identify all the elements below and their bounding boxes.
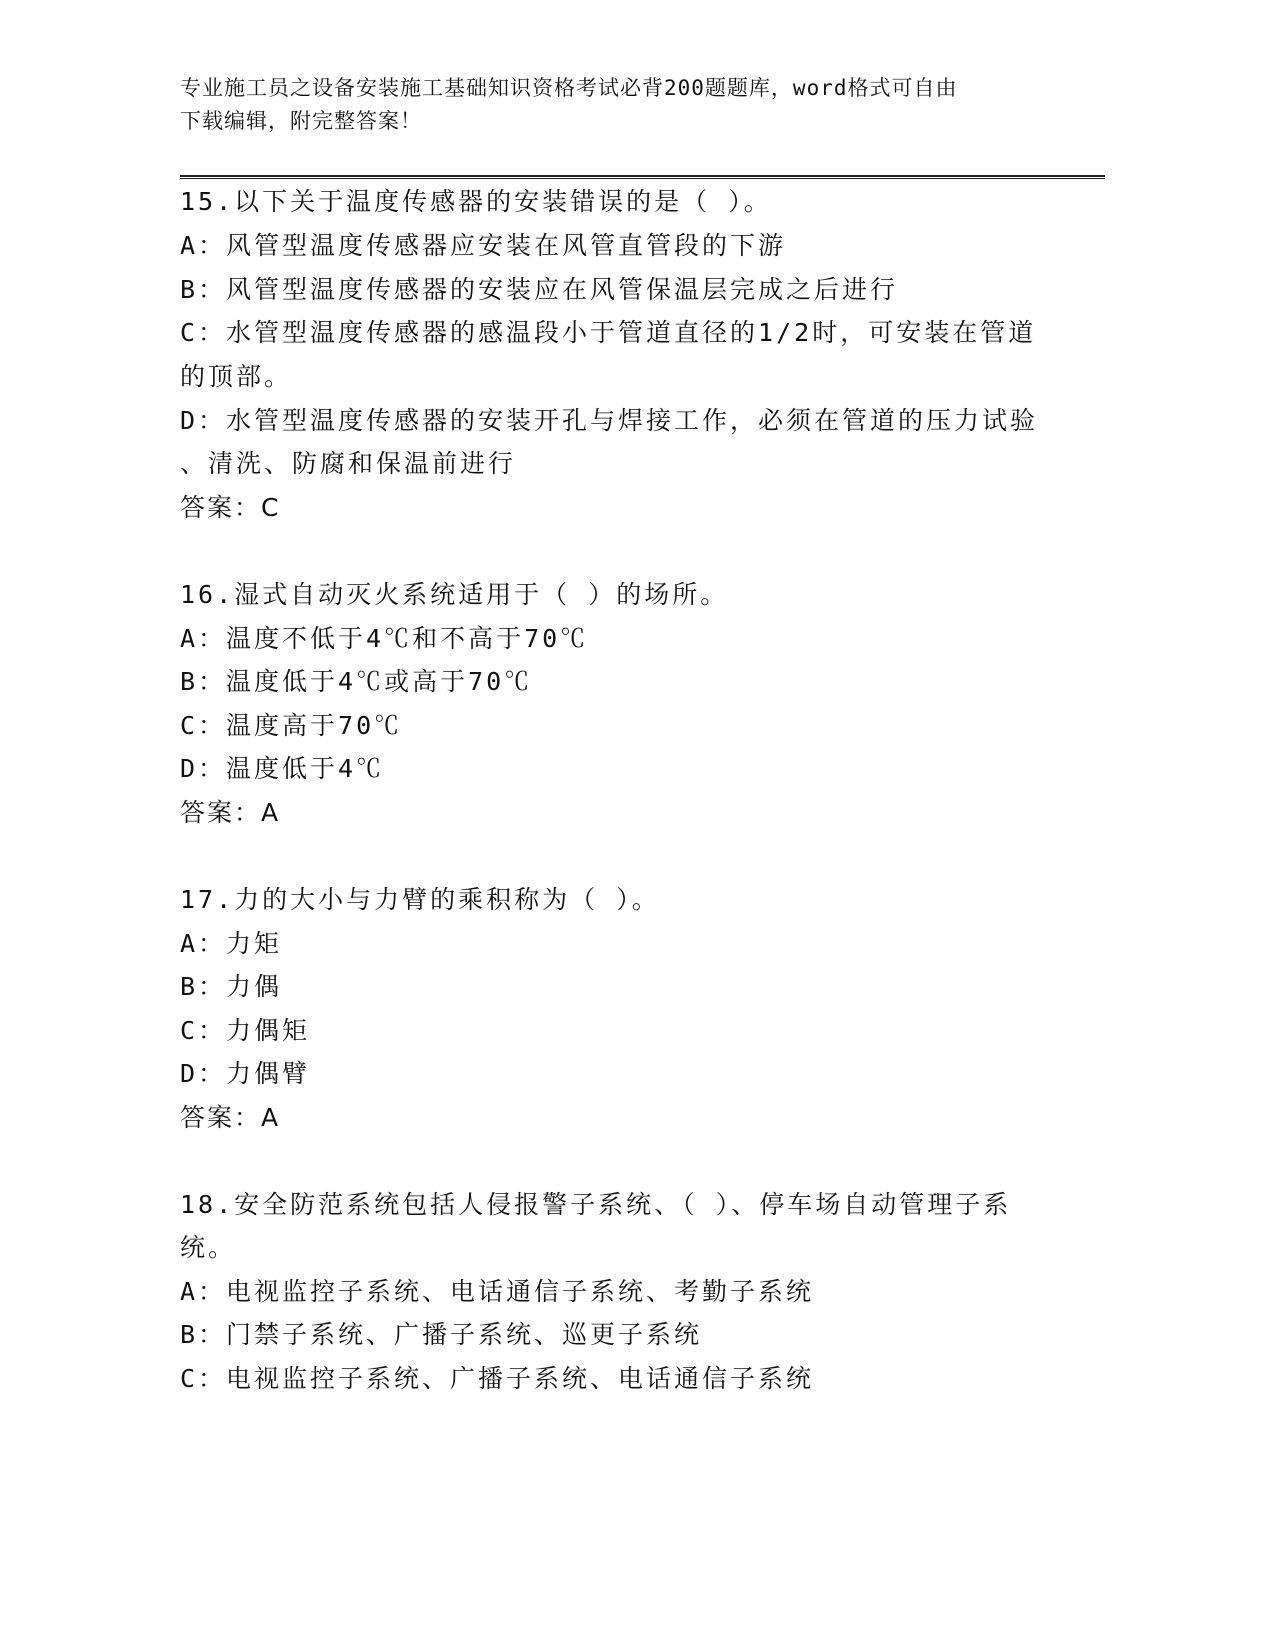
question-17-stem: 17.力的大小与力臂的乘积称为（ ）。: [180, 885, 660, 914]
question-17-option-a: A：力矩: [180, 929, 283, 958]
question-15-stem: 15.以下关于温度传感器的安装错误的是（ ）。: [180, 187, 772, 216]
question-17-option-c: C：力偶矩: [180, 1016, 311, 1045]
question-15-option-a: A：风管型温度传感器应安装在风管直管段的下游: [180, 231, 787, 260]
question-16-option-a: A：温度不低于4℃和不高于70℃: [180, 624, 589, 653]
question-18-option-a: A：电视监控子系统、电话通信子系统、考勤子系统: [180, 1277, 815, 1306]
question-15-option-c-cont: 的顶部。: [180, 362, 293, 391]
question-17-answer: 答案：A: [180, 1103, 281, 1132]
header-title-line-1: 专业施工员之设备安装施工基础知识资格考试必背200题题库，word格式可自由: [180, 76, 958, 100]
header-title-line-2: 下载编辑，附完整答案！: [180, 109, 422, 133]
question-17-option-d: D：力偶臂: [180, 1059, 311, 1088]
question-16-answer: 答案：A: [180, 798, 281, 827]
question-16-stem: 16.湿式自动灭火系统适用于（ ）的场所。: [180, 580, 729, 609]
question-18-stem: 18.安全防范系统包括人侵报警子系统、（ ）、停车场自动管理子系: [180, 1190, 1012, 1219]
question-15-answer: 答案：C: [180, 493, 281, 522]
question-15-option-d-cont: 、清洗、防腐和保温前进行: [180, 449, 517, 478]
question-16-option-d: D：温度低于4℃: [180, 754, 385, 783]
question-18-option-c: C：电视监控子系统、广播子系统、电话通信子系统: [180, 1364, 815, 1393]
question-18-option-b: B：门禁子系统、广播子系统、巡更子系统: [180, 1320, 703, 1349]
question-16-option-c: C：温度高于70℃: [180, 711, 403, 740]
question-16-option-b: B：温度低于4℃或高于70℃: [180, 667, 533, 696]
question-18-stem-cont: 统。: [180, 1233, 237, 1262]
question-15-option-c: C：水管型温度传感器的感温段小于管道直径的1/2时，可安装在管道: [180, 318, 1037, 347]
question-15-option-b: B：风管型温度传感器的安装应在风管保温层完成之后进行: [180, 275, 899, 304]
question-15-option-d: D：水管型温度传感器的安装开孔与焊接工作，必须在管道的压力试验: [180, 406, 1039, 435]
header-divider: [180, 175, 1105, 179]
question-17-option-b: B：力偶: [180, 972, 283, 1001]
document-header: [180, 72, 1040, 138]
